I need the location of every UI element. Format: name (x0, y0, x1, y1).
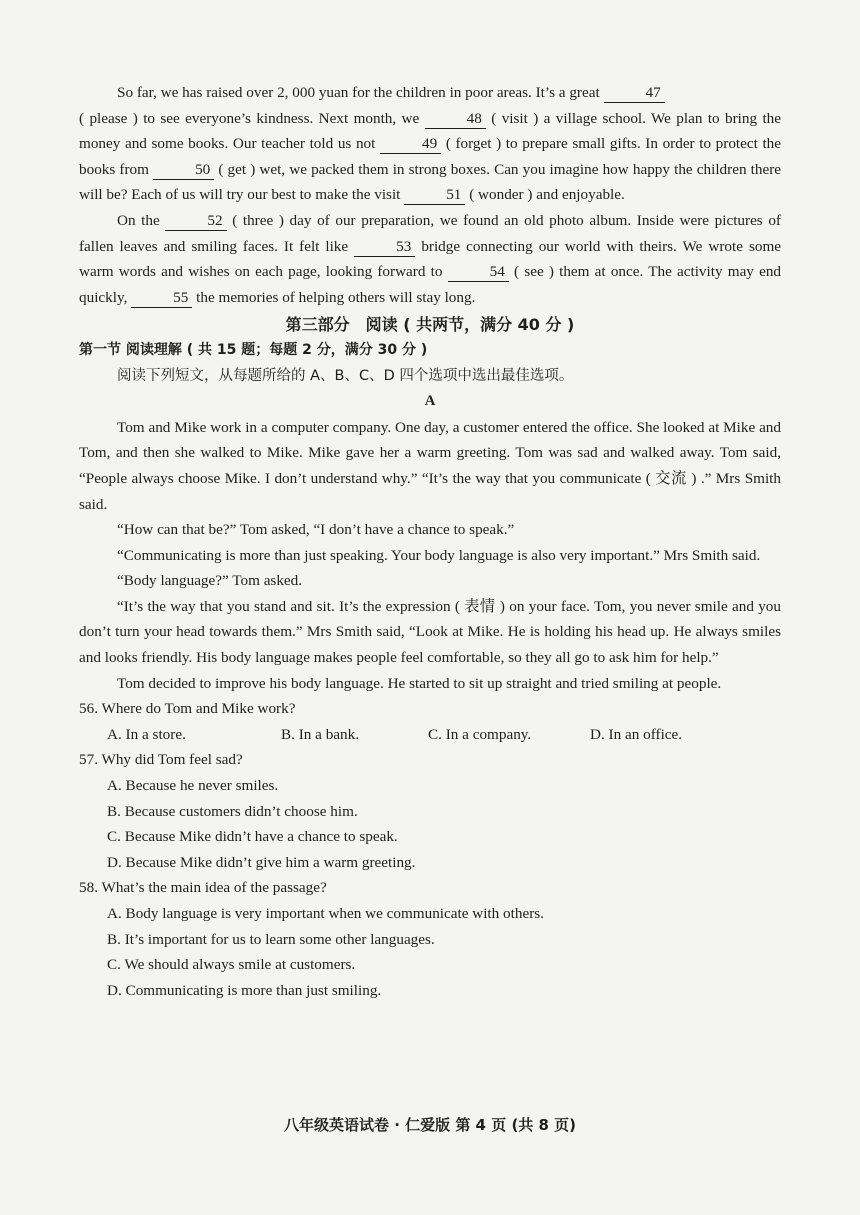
question-57 (79, 747, 781, 875)
passage-paragraph: “Communicating is more than just speaking. Your body language is also very important.” Mrs Smith said. (117, 546, 761, 564)
cloze-text: ( please ) to see everyone’s kindness. Next month, we (79, 109, 420, 127)
section-1-title: 第一节 阅读理解 ( 共 15 题；每题 2 分，满分 30 分 ) (79, 341, 428, 358)
cloze-text: ( visit ) a village school. We plan to bring the money and some books. Our teacher told us not (79, 109, 782, 153)
question-58 (79, 875, 781, 1003)
option-a: A. In a store. (107, 725, 186, 743)
cloze-paragraph-1 (79, 80, 781, 208)
passage-label: A (424, 393, 436, 410)
blank-48: 48 (425, 110, 486, 129)
option-a: A. Body language is very important when we communicate with others. (107, 905, 544, 922)
cloze-text: ( get ) wet, we packed them in strong boxes. Can you imagine how happy the children there will be? Each of us will try our best to make the visit (79, 160, 782, 204)
cloze-text: the memories of helping others will stay long. (196, 288, 476, 306)
option-a: A. Because he never smiles. (107, 777, 279, 795)
option-c: C. In a company. (428, 725, 532, 743)
instruction-text: 阅读下列短文，从每题所给的 A、B、C、D 四个选项中选出最佳选项。 (117, 367, 574, 384)
blank-51: 51 (404, 186, 465, 205)
cloze-text: ( three ) day of our preparation, we found an old photo album. Inside were pictures of fallen leaves and smiling faces. It felt like (79, 211, 781, 255)
cloze-text: ( forget ) to prepare small gifts. In order to protect the books from (79, 135, 782, 178)
blank-54: 54 (448, 263, 509, 282)
blank-49: 49 (380, 135, 441, 154)
passage-paragraph: Tom and Mike work in a computer company. One day, a customer entered the office. She looked at Mike and Tom, and then she walked to Mike. Mike gave her a warm greeting. Tom was sad and walked away. Tom said, “People always choose Mike. I don’t understand why.” “It’s the way that you communicate ( 交流 ) .” Mrs Smith said. (79, 418, 781, 513)
blank-52: 52 (165, 212, 226, 231)
option-b: B. In a bank. (281, 725, 360, 743)
option-b: B. Because customers didn’t choose him. (107, 802, 358, 820)
question-stem: 56. Where do Tom and Mike work? (79, 700, 296, 718)
question-stem: 57. Why did Tom feel sad? (79, 751, 243, 769)
cloze-text: On the (117, 211, 160, 229)
cloze-text: bridge connecting our world with theirs. We wrote some warm words and wishes on each page, looking forward to (79, 237, 782, 281)
question-stem: 58. What’s the main idea of the passage? (79, 879, 327, 897)
cloze-paragraph-2 (79, 208, 781, 310)
option-c: C. We should always smile at customers. (107, 956, 356, 974)
option-d: D. Because Mike didn’t give him a warm greeting. (107, 853, 416, 871)
options-row (79, 722, 781, 748)
part-3-title: 第三部分 阅读 ( 共两节，满分 40 分 ) (285, 315, 575, 335)
cloze-text: So far, we has raised over 2, 000 yuan for the children in poor areas. It’s a great (117, 84, 600, 101)
blank-53: 53 (354, 238, 415, 257)
blank-55: 55 (131, 289, 192, 308)
option-c: C. Because Mike didn’t have a chance to speak. (107, 828, 398, 846)
cloze-text: ( wonder ) and enjoyable. (469, 186, 625, 204)
passage-paragraph: “Body language?” Tom asked. (117, 572, 303, 590)
option-d: D. Communicating is more than just smiling. (107, 981, 382, 999)
cloze-text: ( see ) them at once. The activity may end quickly, (79, 263, 782, 306)
option-d: D. In an office. (590, 725, 683, 743)
option-b: B. It’s important for us to learn some other languages. (107, 930, 435, 948)
question-56 (79, 696, 781, 747)
blank-50: 50 (153, 161, 214, 180)
passage-paragraph: “It’s the way that you stand and sit. It’s the expression ( 表情 ) on your face. Tom, you never smile and you don’t turn your head towards them.” Mrs Smith said, “Look at Mike. He is holding his head up. He always smiles and looks friendly. His body language makes people feel comfortable, so they all go to ask him for help.” (79, 597, 781, 667)
passage-paragraph: Tom decided to improve his body language. He started to sit up straight and tried smiling at people. (117, 674, 722, 692)
blank-47: 47 (604, 84, 665, 103)
passage-paragraph: “How can that be?” Tom asked, “I don’t have a chance to speak.” (117, 521, 515, 539)
page-footer: 八年级英语试卷 · 仁爱版 第 4 页 (共 8 页) (283, 1116, 577, 1134)
page-content (79, 80, 781, 1003)
